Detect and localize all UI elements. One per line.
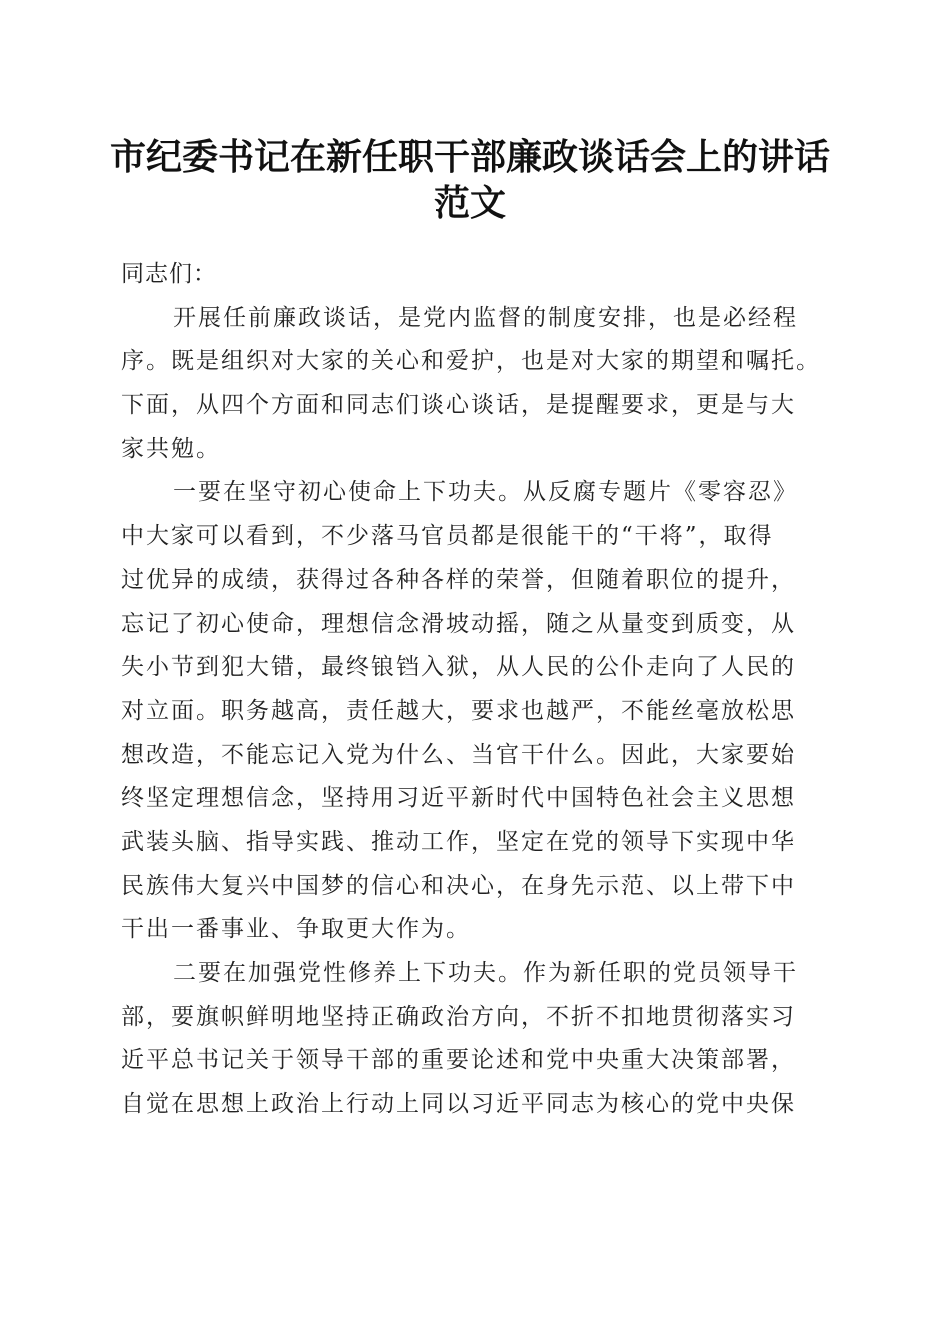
paragraph-line: 想改造，不能忘记入党为什么、当官干什么。因此，大家要始 (121, 741, 796, 768)
paragraph-line: 开展任前廉政谈话，是党内监督的制度安排，也是必经程 (173, 304, 798, 331)
paragraph-line: 家共勉。 (121, 435, 221, 462)
title-line-2: 范文 (433, 182, 506, 224)
paragraph-line: 民族伟大复兴中国梦的信心和决心，在身先示范、以上带下中 (121, 872, 796, 899)
paragraph-line: 对立面。职务越高，责任越大，要求也越严，不能丝毫放松思 (121, 697, 796, 724)
paragraph-3 (121, 952, 831, 1127)
paragraph-line: 下面，从四个方面和同志们谈心谈话，是提醒要求，更是与大 (121, 392, 796, 419)
paragraph-line: 干出一番事业、争取更大作为。 (121, 916, 471, 943)
greeting: 同志们： (121, 261, 217, 287)
paragraph-line: 部，要旗帜鲜明地坚持正确政治方向，不折不扣地贯彻落实习 (121, 1003, 796, 1030)
paragraph-1 (121, 297, 831, 472)
paragraph-line: 终坚定理想信念，坚持用习近平新时代中国特色社会主义思想 (121, 785, 796, 812)
paragraph-line: 失小节到犯大错，最终锒铛入狱，从人民的公仆走向了人民的 (121, 654, 796, 681)
paragraph-line: 自觉在思想上政治上行动上同以习近平同志为核心的党中央保 (121, 1091, 796, 1118)
paragraph-line: 二要在加强党性修养上下功夫。作为新任职的党员领导干 (173, 960, 798, 986)
title-line-1: 市纪委书记在新任职干部廉政谈话会上的讲话 (109, 136, 830, 178)
paragraph-line: 近平总书记关于领导干部的重要论述和党中央重大决策部署， (121, 1047, 796, 1074)
paragraph-2 (121, 471, 831, 952)
paragraph-line: 过优异的成绩，获得过各种各样的荣誉，但随着职位的提升， (121, 566, 796, 593)
paragraph-line: 忘记了初心使命，理想信念滑坡动摇，随之从量变到质变，从 (121, 610, 796, 637)
paragraph-line: 序。既是组织对大家的关心和爱护，也是对大家的期望和嘱托。 (121, 348, 821, 375)
document-body (121, 253, 831, 1127)
paragraph-line: 武装头脑、指导实践、推动工作，坚定在党的领导下实现中华 (121, 828, 796, 855)
document-title (100, 134, 840, 226)
paragraph-line: 一要在坚守初心使命上下功夫。从反腐专题片《零容忍》 (173, 479, 798, 506)
paragraph-line: 中大家可以看到，不少落马官员都是很能干的“干将”，取得 (121, 523, 774, 550)
